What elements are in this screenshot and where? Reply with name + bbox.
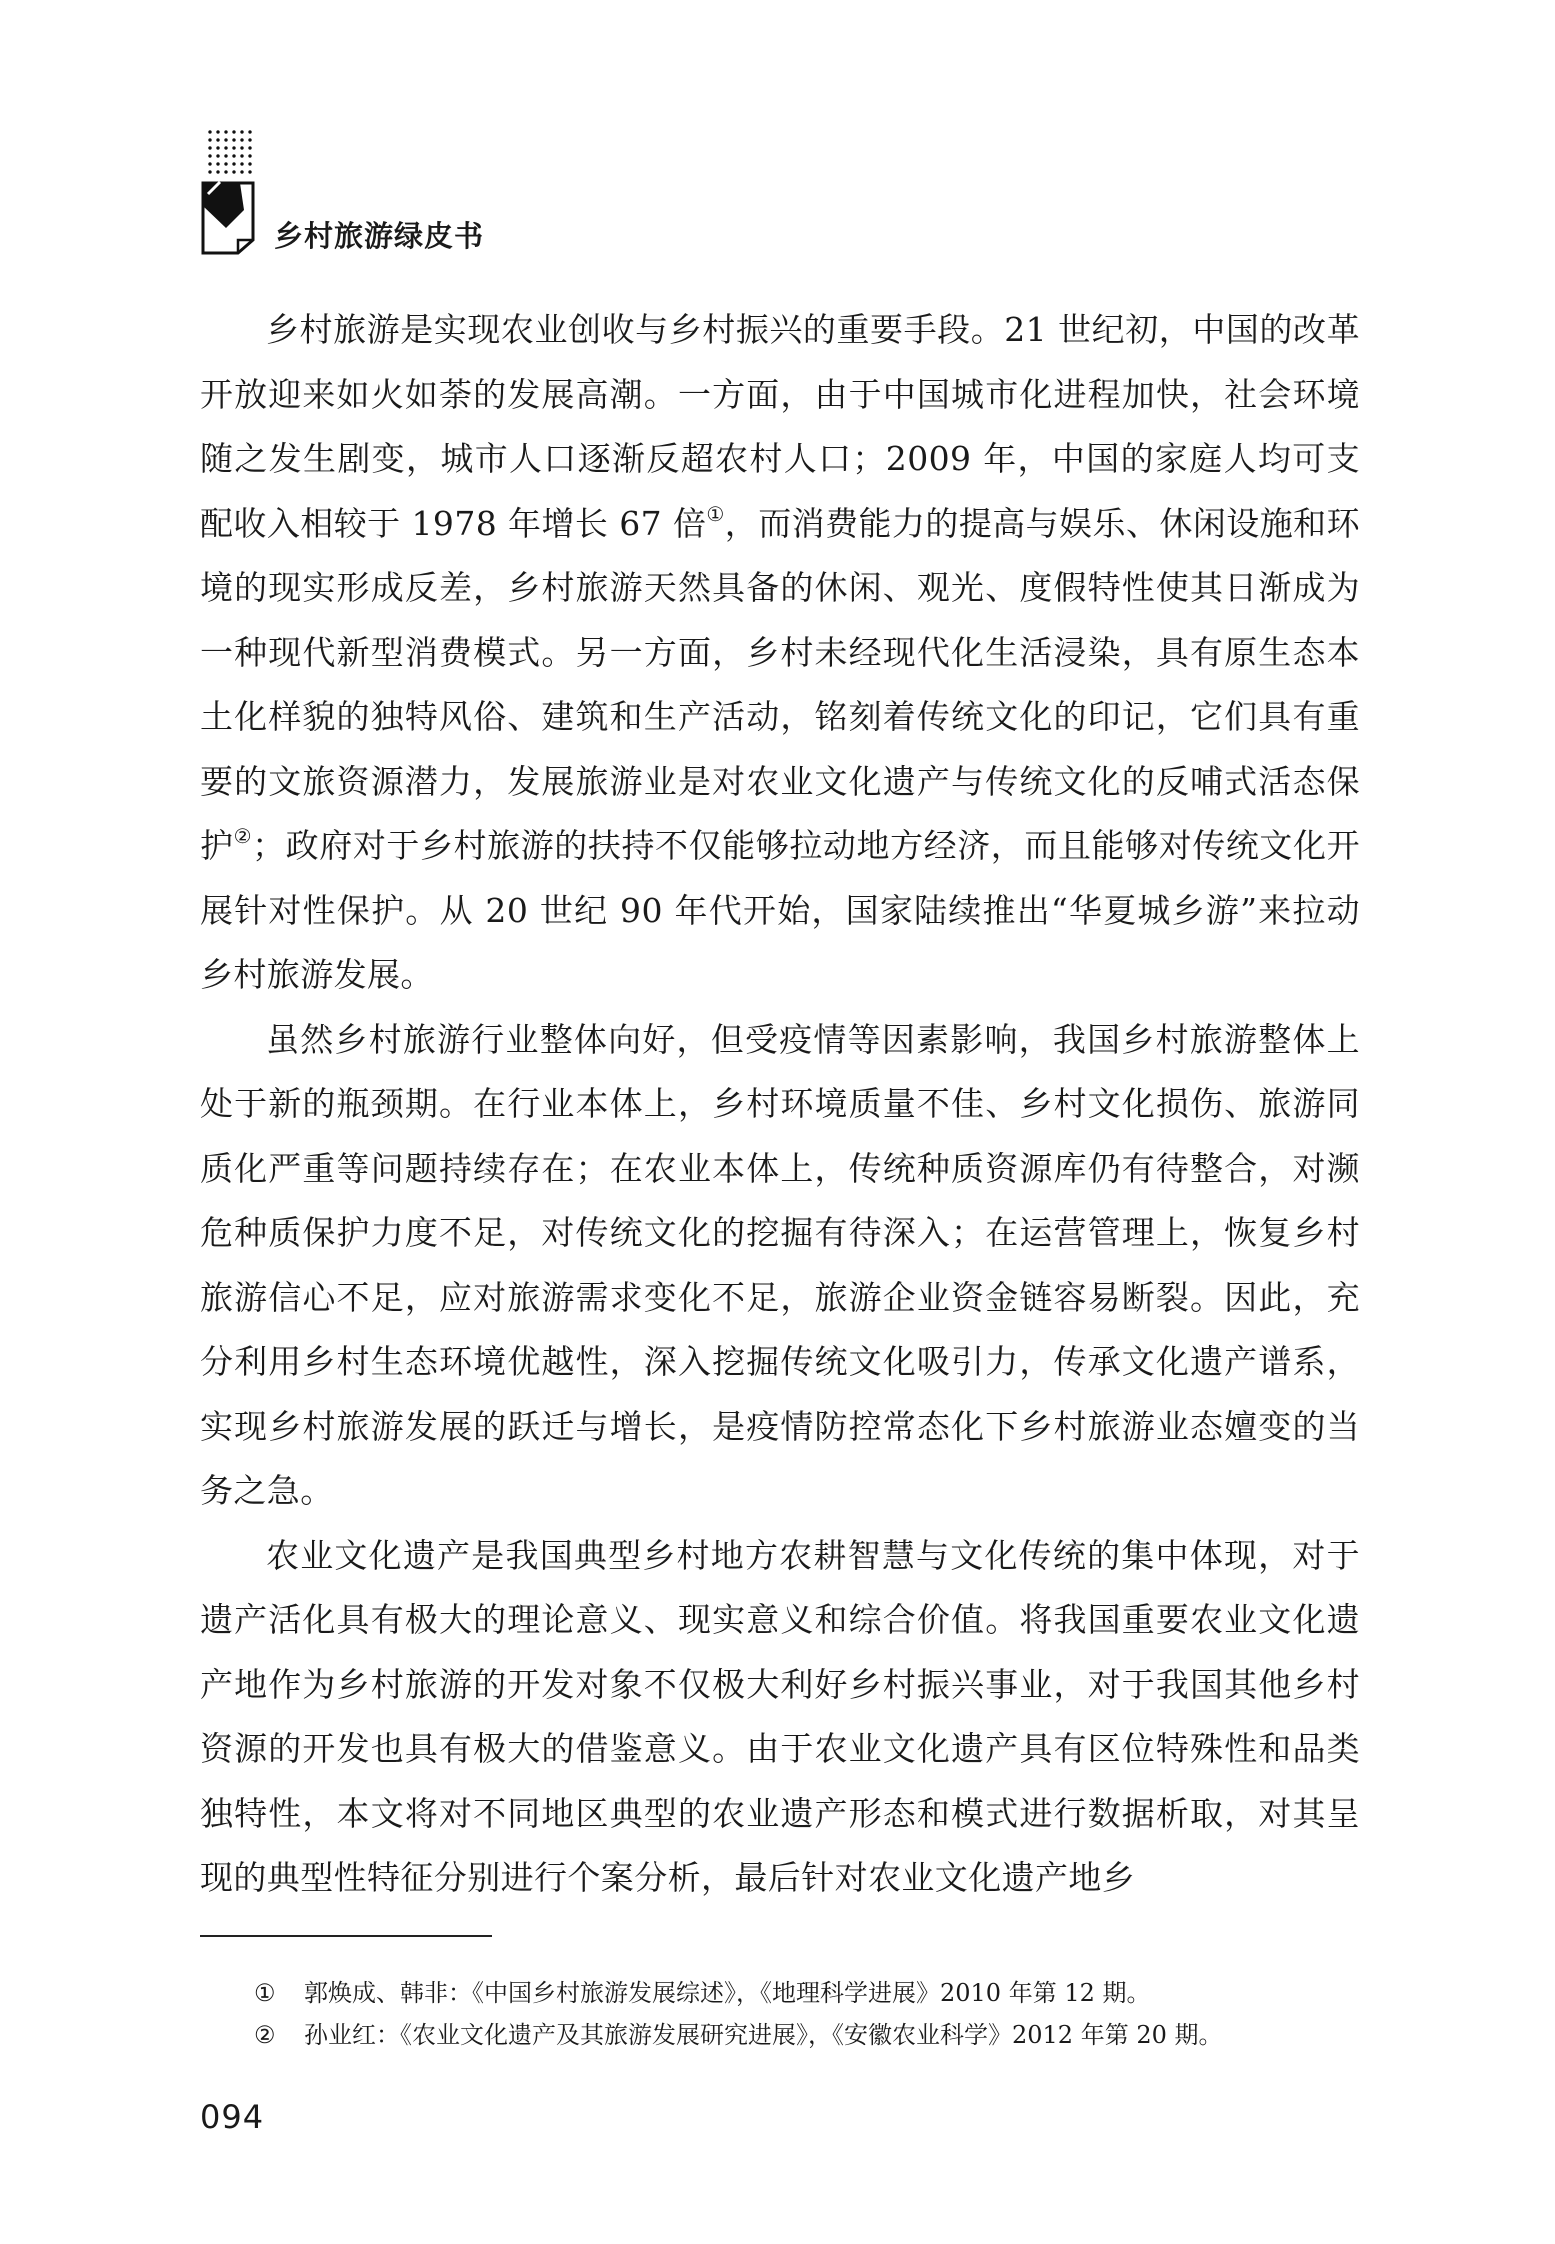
footnote-divider	[200, 1935, 492, 1937]
paragraph-1-part-3: ；政府对于乡村旅游的扶持不仅能够拉动地方经济，而且能够对传统文化开展针对性保护。从 20 世纪 90 年代开始，国家陆续推出“华夏城乡游”来拉动乡村旅游发展。	[200, 826, 1360, 994]
footnote-1-text: 郭焕成、韩非：《中国乡村旅游发展综述》，《地理科学进展》2010 年第 12 期。	[304, 1979, 1151, 2007]
body-text	[200, 298, 1360, 1911]
dot-pattern-icon	[206, 128, 256, 176]
footnote-ref-1[interactable]: ①	[706, 501, 725, 526]
footnote-1	[254, 1972, 1354, 2014]
footnote-2-mark: ②	[254, 2021, 276, 2049]
footnotes	[254, 1972, 1354, 2056]
paragraph-1	[200, 298, 1360, 1008]
footnote-ref-2[interactable]: ②	[233, 824, 253, 848]
footnote-2-text: 孙业红：《农业文化遗产及其旅游发展研究进展》，《安徽农业科学》2012 年第 20 期。	[304, 2021, 1223, 2049]
paragraph-3: 农业文化遗产是我国典型乡村地方农耕智慧与文化传统的集中体现，对于遗产活化具有极大的理论意义、现实意义和综合价值。将我国重要农业文化遗产地作为乡村旅游的开发对象不仅极大利好乡村振兴事业，对于我国其他乡村资源的开发也具有极大的借鉴意义。由于农业文化遗产具有区位特殊性和品类独特性，本文将对不同地区典型的农业遗产形态和模式进行数据析取，对其呈现的典型性特征分别进行个案分析，最后针对农业文化遗产地乡	[200, 1535, 1360, 1897]
running-header	[200, 128, 600, 258]
footnote-1-mark: ①	[254, 1979, 276, 2007]
paragraph-2: 虽然乡村旅游行业整体向好，但受疫情等因素影响，我国乡村旅游整体上处于新的瓶颈期。在行业本体上，乡村环境质量不佳、乡村文化损伤、旅游同质化严重等问题持续存在；在农业本体上，传统种质资源库仍有待整合，对濒危种质保护力度不足，对传统文化的挖掘有待深入；在运营管理上，恢复乡村旅游信心不足，应对旅游需求变化不足，旅游企业资金链容易断裂。因此，充分利用乡村生态环境优越性，深入挖掘传统文化吸引力，传承文化遗产谱系，实现乡村旅游发展的跃迁与增长，是疫情防控常态化下乡村旅游业态嬗变的当务之急。	[200, 1019, 1360, 1510]
series-title: 乡村旅游绿皮书	[274, 219, 485, 253]
paragraph-1-part-1: 乡村旅游是实现农业创收与乡村振兴的重要手段。21 世纪初，中国的改革开放迎来如火如荼的发展高潮。一方面，由于中国城市化进程加快，社会环境随之发生剧变，城市人口逐渐反超农村人口；2009 年，中国的家庭人均可支配收入相较于 1978 年增长 67 倍	[200, 310, 1360, 543]
paragraph-1-part-2: ，而消费能力的提高与娱乐、休闲设施和环境的现实形成反差，乡村旅游天然具备的休闲、观光、度假特性使其日渐成为一种现代新型消费模式。另一方面，乡村未经现代化生活浸染，具有原生态本土化样貌的独特风俗、建筑和生产活动，铭刻着传统文化的印记，它们具有重要的文旅资源潜力，发展旅游业是对农业文化遗产与传统文化的反哺式活态保护	[200, 503, 1360, 865]
book-corner-icon	[200, 180, 256, 256]
footnote-2	[254, 2014, 1354, 2056]
page-number: 094	[200, 2098, 265, 2136]
